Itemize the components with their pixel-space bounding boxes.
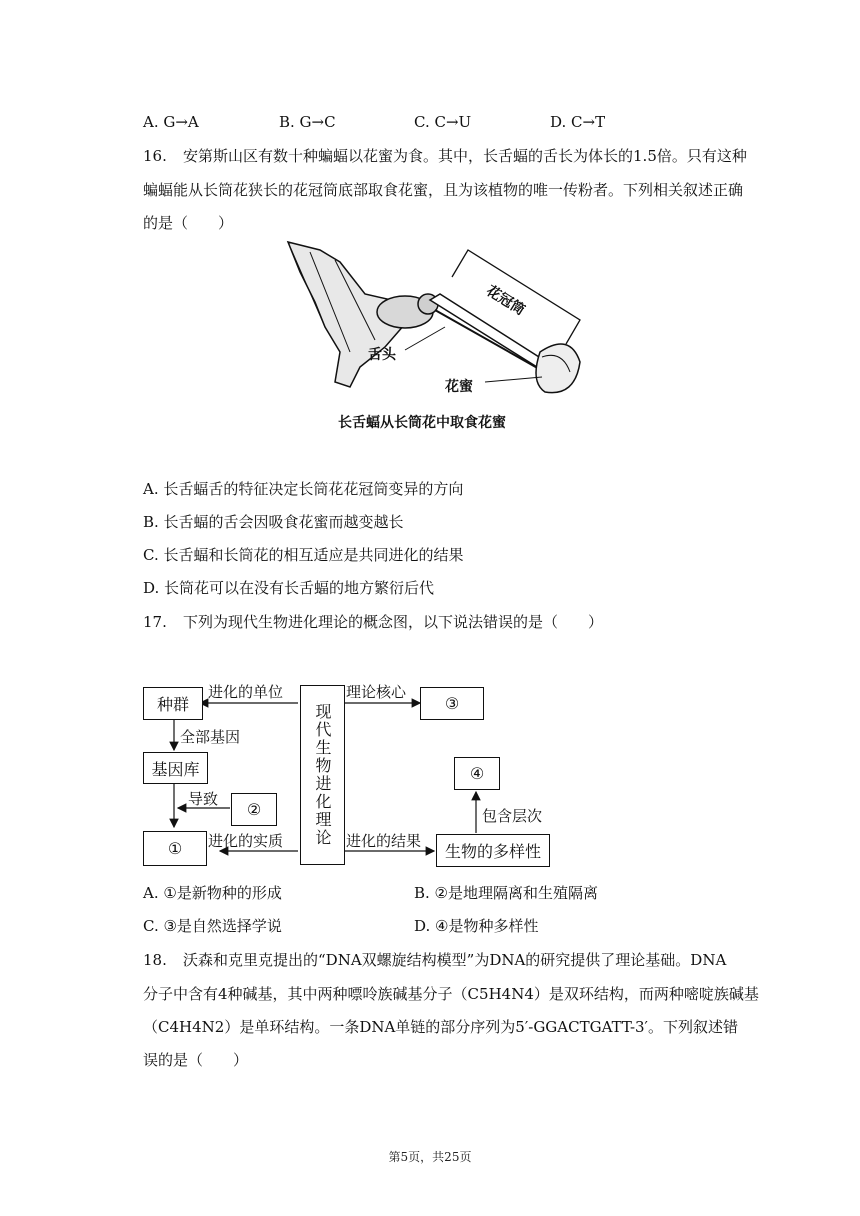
q18-line-1 — [143, 950, 726, 970]
q17-line — [143, 612, 603, 632]
q18-line-4: 误的是（ ） — [143, 1051, 249, 1069]
q17-option-a: A. ①是新物种的形成 — [143, 884, 282, 902]
q16-line-3: 的是（ ） — [143, 214, 234, 232]
edge-unit-label: 进化的单位 — [208, 683, 284, 701]
q16-line-1 — [143, 146, 747, 166]
edge-essence-label: 进化的实质 — [208, 832, 284, 850]
box-gene-pool: 基因库 — [143, 752, 208, 784]
q15-option-d: D. C→T — [550, 113, 606, 131]
q17-option-c: C. ③是自然选择学说 — [143, 917, 282, 935]
box-population: 种群 — [143, 687, 203, 720]
box-circle-2: ② — [231, 793, 277, 826]
edge-result-label: 进化的结果 — [346, 832, 422, 850]
q16-number: 16. — [143, 147, 167, 165]
label-corolla-tube: 花冠筒 — [483, 282, 528, 319]
q16-option-c: C. 长舌蝠和长筒花的相互适应是共同进化的结果 — [143, 546, 464, 564]
label-nectar: 花蜜 — [445, 379, 473, 395]
bat-flower-figure — [280, 232, 590, 432]
center-label: 现代生物进化理论 — [313, 703, 332, 847]
page-footer: 第5页，共25页 — [388, 1150, 472, 1164]
q16-option-a: A. 长舌蝠舌的特征决定长筒花花冠筒变异的方向 — [143, 480, 464, 498]
q15-option-a: A. G→A — [143, 113, 199, 131]
bat-illustration — [280, 232, 590, 432]
edge-leadto-label: 导致 — [188, 790, 219, 808]
q15-option-b: B. G→C — [279, 113, 336, 131]
q17-text: 下列为现代生物进化理论的概念图，以下说法错误的是（ ） — [183, 613, 604, 631]
q16-line-2: 蝙蝠能从长筒花狭长的花冠筒底部取食花蜜，且为该植物的唯一传粉者。下列相关叙述正确 — [143, 181, 744, 199]
box-circle-1: ① — [143, 831, 207, 866]
box-circle-3: ③ — [420, 687, 484, 720]
q16-text-1: 安第斯山区有数十种蝙蝠以花蜜为食。其中，长舌蝠的舌长为体长的1.5倍。只有这种 — [183, 147, 747, 165]
box-biodiversity: 生物的多样性 — [436, 834, 550, 867]
q18-text-1: 沃森和克里克提出的“DNA双螺旋结构模型”为DNA的研究提供了理论基础。DNA — [183, 951, 727, 969]
q17-option-b: B. ②是地理隔离和生殖隔离 — [414, 884, 599, 902]
box-circle-4: ④ — [454, 757, 500, 790]
edge-core-label: 理论核心 — [346, 683, 407, 701]
q15-option-c: C. C→U — [414, 113, 472, 131]
edge-levels-label: 包含层次 — [482, 807, 543, 825]
q17-option-d: D. ④是物种多样性 — [414, 917, 539, 935]
q17-number: 17. — [143, 613, 167, 631]
q18-number: 18. — [143, 951, 167, 969]
box-center — [300, 685, 345, 865]
q18-line-2: 分子中含有4种碱基，其中两种嘌呤族碱基分子（C5H4N4）是双环结构，而两种嘧啶族碱基 — [143, 985, 759, 1003]
q16-option-d: D. 长筒花可以在没有长舌蝠的地方繁衍后代 — [143, 579, 435, 597]
concept-diagram — [138, 675, 558, 870]
q16-option-b: B. 长舌蝠的舌会因吸食花蜜而越变越长 — [143, 513, 404, 531]
figure-caption: 长舌蝠从长筒花中取食花蜜 — [338, 415, 506, 431]
q18-line-3: （C4H4N2）是单环结构。一条DNA单链的部分序列为5′-GGACTGATT-3′。下列叙述错 — [143, 1018, 738, 1036]
label-tongue: 舌头 — [368, 347, 396, 363]
edge-allgenes-label: 全部基因 — [180, 728, 241, 746]
